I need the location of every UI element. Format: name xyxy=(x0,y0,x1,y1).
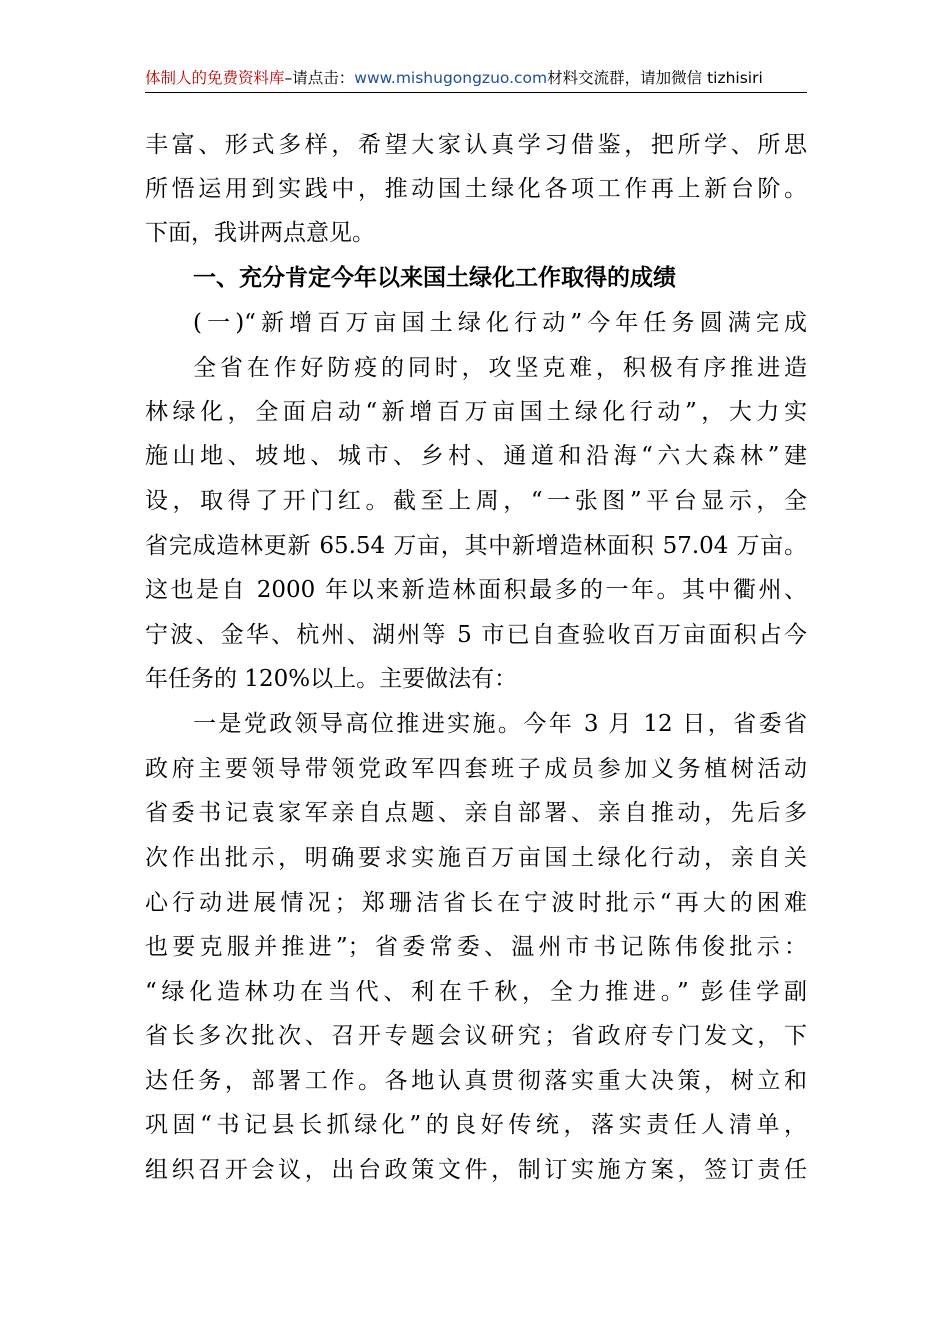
body-line: 省长多次批次、召开专题会议研究；省政府专门发文，下 xyxy=(145,1023,807,1049)
body-line: 达任务，部署工作。各地认真贯彻落实重大决策，树立和 xyxy=(145,1068,807,1094)
body-line: 省委书记袁家军亲自点题、亲自部署、亲自推动，先后多 xyxy=(145,800,807,826)
body-line: 全省在作好防疫的同时，攻坚克难，积极有序推进造 xyxy=(193,355,807,381)
body-line: 年任务的 120%以上。主要做法有： xyxy=(145,666,518,692)
page-header xyxy=(145,64,807,93)
header-tail: 材料交流群，请加微信 tizhisiri xyxy=(547,69,763,87)
body-line: 设，取得了开门红。截至上周，“一张图”平台显示，全 xyxy=(145,488,807,514)
section-heading: 一、充分肯定今年以来国土绿化工作取得的成绩 xyxy=(193,265,676,291)
body-line: 所悟运用到实践中，推动国土绿化各项工作再上新台阶。 xyxy=(145,176,807,202)
body-line: 政府主要领导带领党政军四套班子成员参加义务植树活动 xyxy=(145,756,807,782)
subsection-heading: (一)“新增百万亩国土绿化行动”今年任务圆满完成 xyxy=(193,310,807,336)
body-line: 下面，我讲两点意见。 xyxy=(145,220,375,246)
body-line: 也要克服并推进”；省委常委、温州市书记陈伟俊批示： xyxy=(145,934,807,960)
body-line: 这也是自 2000 年以来新造林面积最多的一年。其中衢州、 xyxy=(145,577,807,603)
header-url-link[interactable]: www.mishugongzuo.com xyxy=(354,69,548,87)
body-line: 一是党政领导高位推进实施。今年 3 月 12 日，省委省 xyxy=(193,711,807,737)
body-line: 施山地、坡地、城市、乡村、通道和沿海“六大森林”建 xyxy=(145,443,807,469)
header-prompt: –请点击： xyxy=(284,69,355,87)
body-line: “绿化造林功在当代、利在千秋，全力推进。” 彭佳学副 xyxy=(145,979,807,1005)
body-line: 心行动进展情况；郑珊洁省长在宁波时批示“再大的困难 xyxy=(145,890,807,916)
body-line: 省完成造林更新 65.54 万亩，其中新增造林面积 57.04 万亩。 xyxy=(145,533,807,559)
header-site-name: 体制人的免费资料库 xyxy=(145,69,285,87)
body-line: 组织召开会议，出台政策文件，制订实施方案，签订责任 xyxy=(145,1157,807,1183)
body-line: 林绿化，全面启动“新增百万亩国土绿化行动”，大力实 xyxy=(145,399,807,425)
body-line: 次作出批示，明确要求实施百万亩国土绿化行动，亲自关 xyxy=(145,845,807,871)
body-line: 宁波、金华、杭州、湖州等 5 市已自查验收百万亩面积占今 xyxy=(145,622,807,648)
body-line: 巩固“书记县长抓绿化”的良好传统，落实责任人清单， xyxy=(145,1112,807,1138)
body-line: 丰富、形式多样，希望大家认真学习借鉴，把所学、所思 xyxy=(145,132,807,158)
